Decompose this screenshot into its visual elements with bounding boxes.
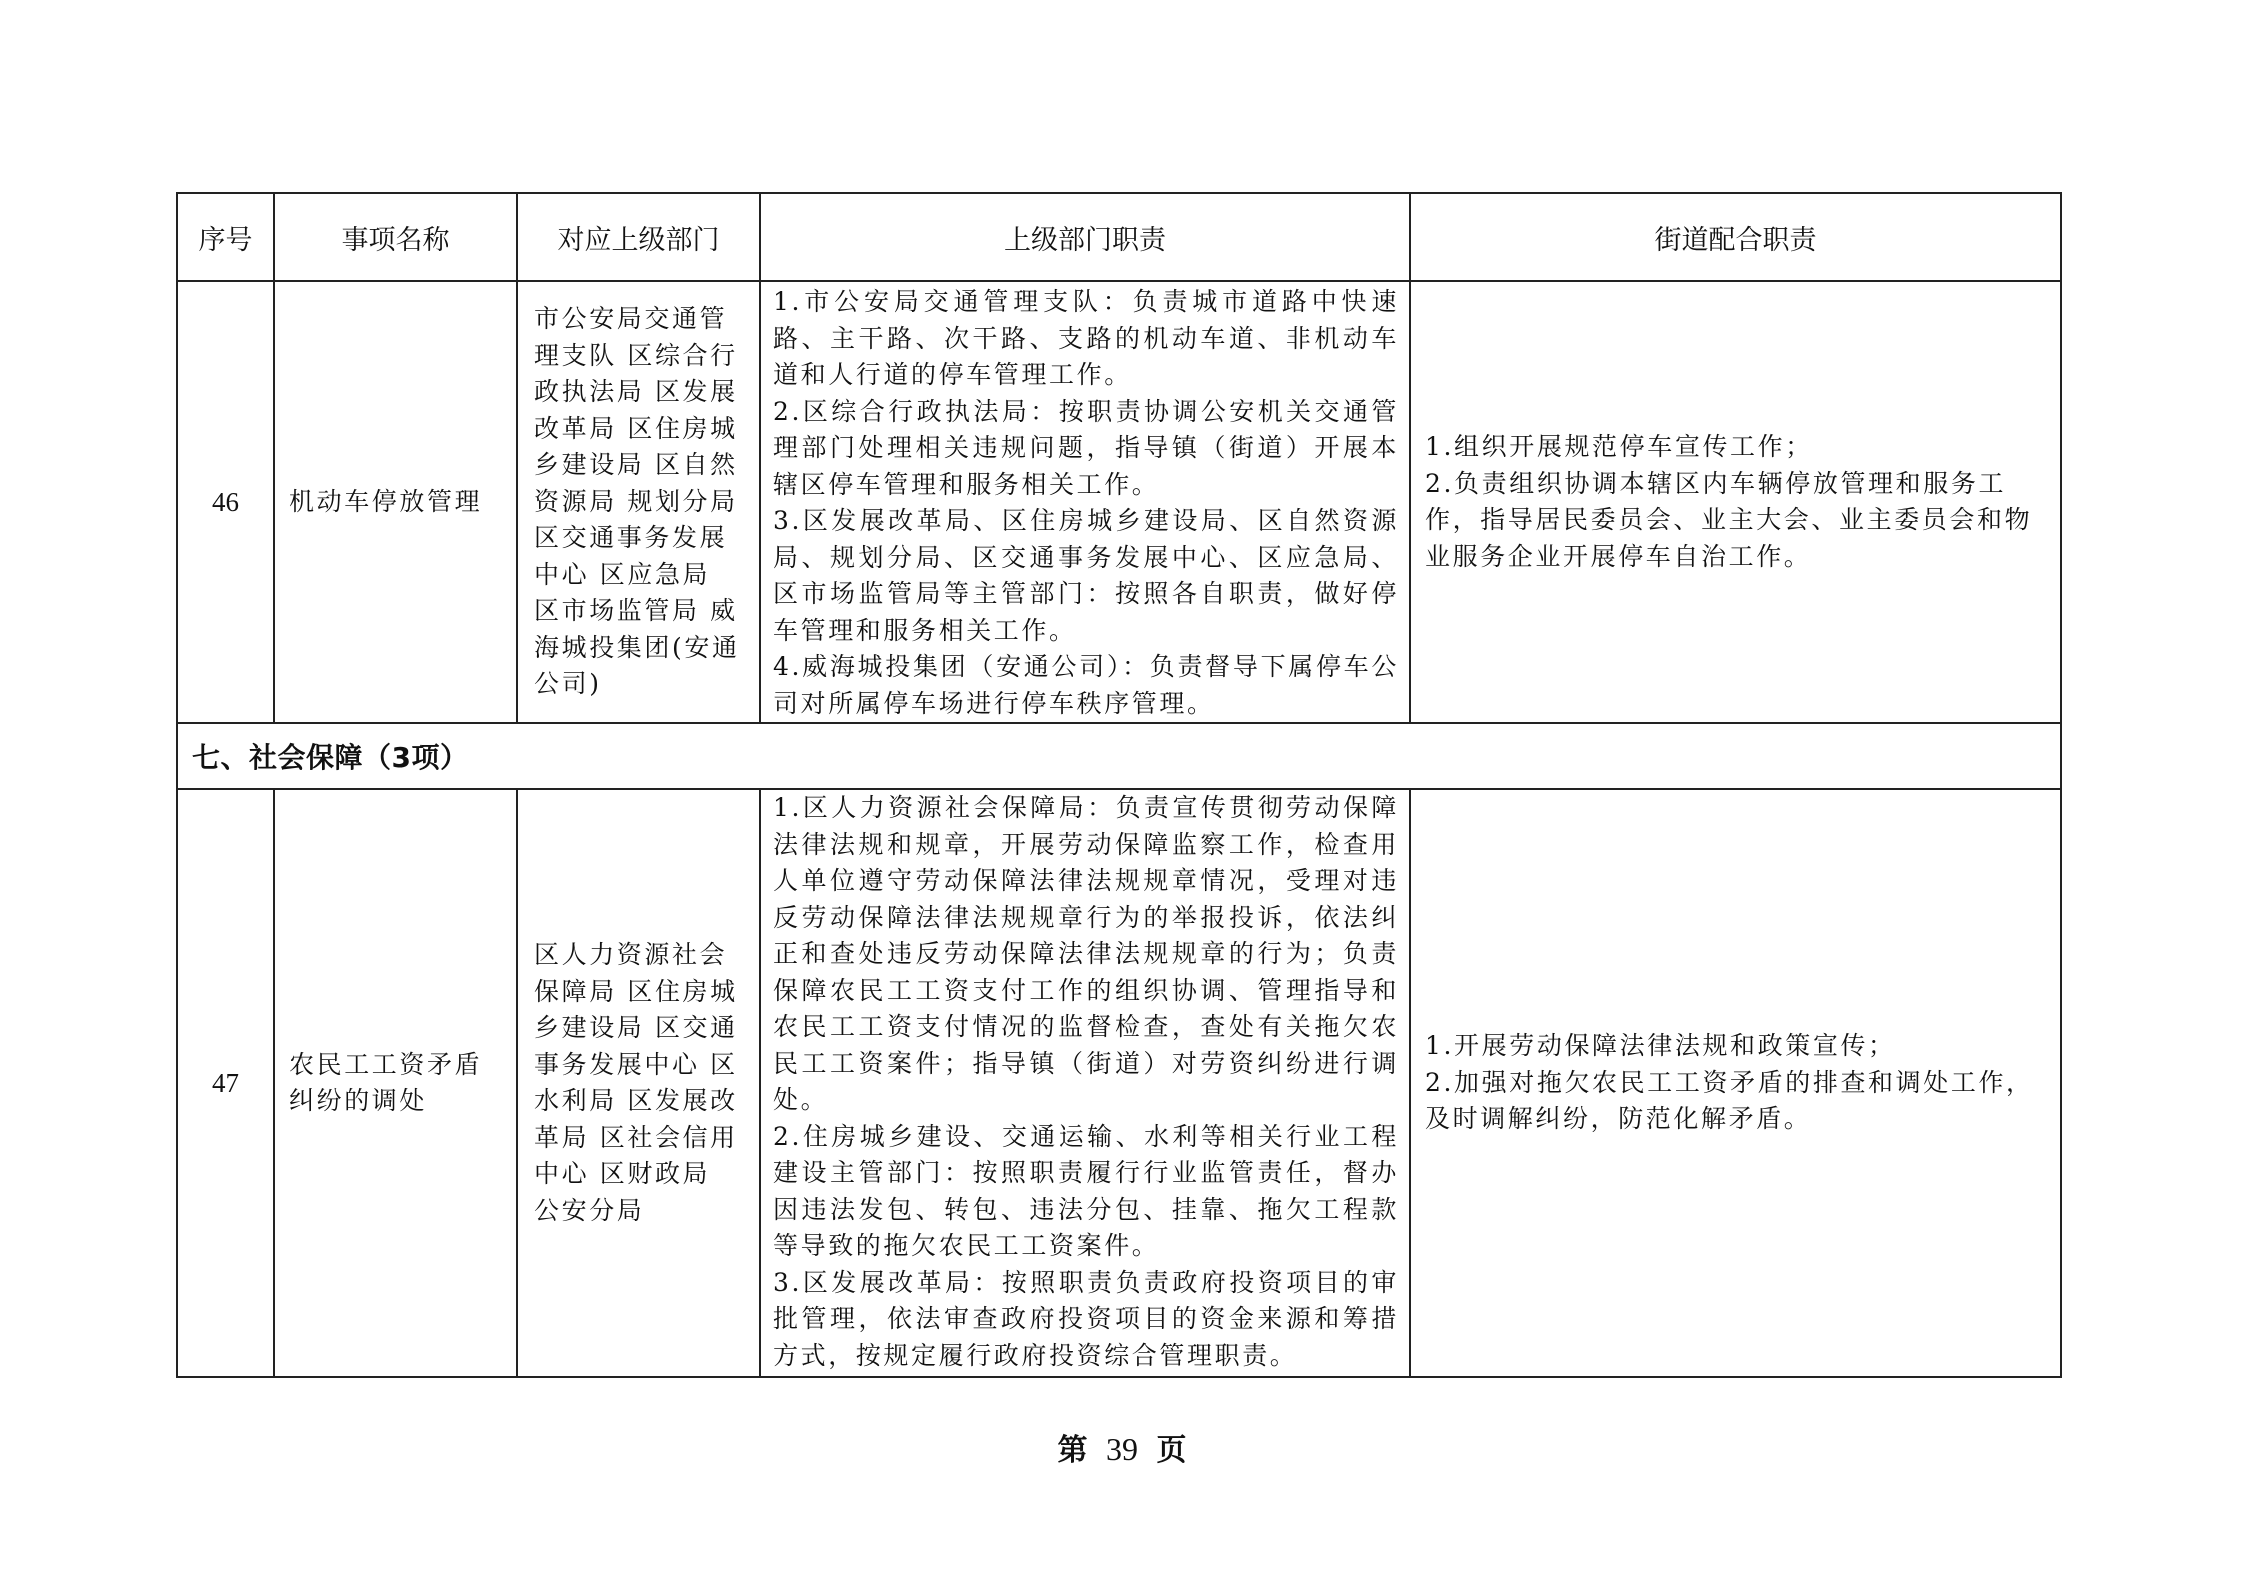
row-street-duties bbox=[1410, 281, 2061, 723]
duty-paragraph: 1.区人力资源社会保障局：负责宣传贯彻劳动保障法律法规和规章，开展劳动保障监察工作，检查用人单位遵守劳动保障法律法规规章情况，受理对违反劳动保障法律法规规章行为的举报投诉，依法纠正和查处违反劳动保障法律法规规章的行为；负责保障农民工工资支付工作的组织协调、管理指导和农民工工资支付情况的监督检查，查处有关拖欠农民工工资案件；指导镇（街道）对劳资纠纷进行调处。 bbox=[773, 793, 1399, 1114]
duty-paragraph: 4.威海城投集团（安通公司）：负责督导下属停车公司对所属停车场进行停车秩序管理。 bbox=[773, 652, 1399, 718]
table-row bbox=[177, 281, 2061, 723]
duty-paragraph: 2.区综合行政执法局：按职责协调公安机关交通管理部门处理相关违规问题，指导镇（街道）开展本辖区停车管理和服务相关工作。 bbox=[773, 396, 1399, 499]
table-header-row bbox=[177, 193, 2061, 281]
section-title: 七、社会保障（3项） bbox=[177, 723, 2061, 789]
coop-paragraph: 1.组织开展规范停车宣传工作； bbox=[1425, 432, 1813, 461]
duty-paragraph: 3.区发展改革局、区住房城乡建设局、区自然资源局、规划分局、区交通事务发展中心、区应急局、区市场监管局等主管部门：按照各自职责，做好停车管理和服务相关工作。 bbox=[773, 506, 1399, 645]
row-superior-dept: 市公安局交通管理支队 区综合行政执法局 区发展改革局 区住房城乡建设局 区自然资源局 规划分局 区交通事务发展中心 区应急局 区市场监管局 威海城投集团(安通公司) bbox=[517, 281, 760, 723]
page-number-suffix: 页 bbox=[1156, 1433, 1187, 1468]
coop-paragraph: 2.加强对拖欠农民工工资矛盾的排查和调处工作，及时调解纠纷，防范化解矛盾。 bbox=[1425, 1067, 2034, 1134]
page-number-value: 39 bbox=[1106, 1431, 1138, 1467]
coop-paragraph: 2.负责组织协调本辖区内车辆停放管理和服务工作，指导居民委员会、业主大会、业主委员会和物业服务企业开展停车自治工作。 bbox=[1425, 468, 2033, 571]
row-superior-duties bbox=[760, 281, 1410, 723]
duty-paragraph: 2.住房城乡建设、交通运输、水利等相关行业工程建设主管部门：按照职责履行行业监管责任，督办因违法发包、转包、违法分包、挂靠、拖欠工程款等导致的拖欠农民工工资案件。 bbox=[773, 1121, 1399, 1260]
row-seq: 47 bbox=[177, 789, 274, 1377]
header-superior-duties: 上级部门职责 bbox=[760, 193, 1410, 281]
responsibility-table bbox=[176, 192, 2062, 1378]
row-superior-duties bbox=[760, 789, 1410, 1377]
page-number bbox=[0, 1425, 2244, 1469]
row-item-name: 农民工工资矛盾纠纷的调处 bbox=[274, 789, 517, 1377]
header-superior-dept: 对应上级部门 bbox=[517, 193, 760, 281]
coop-paragraph: 1.开展劳动保障法律法规和政策宣传； bbox=[1425, 1031, 1896, 1061]
row-street-duties bbox=[1410, 789, 2061, 1377]
section-row bbox=[177, 723, 2061, 789]
row-item-name: 机动车停放管理 bbox=[274, 281, 517, 723]
row-seq: 46 bbox=[177, 281, 274, 723]
header-street-duties: 街道配合职责 bbox=[1410, 193, 2061, 281]
header-item-name: 事项名称 bbox=[274, 193, 517, 281]
header-seq: 序号 bbox=[177, 193, 274, 281]
table-row bbox=[177, 789, 2061, 1377]
duty-paragraph: 3.区发展改革局：按照职责负责政府投资项目的审批管理，依法审查政府投资项目的资金来源和筹措方式，按规定履行政府投资综合管理职责。 bbox=[773, 1267, 1399, 1370]
page-number-prefix: 第 bbox=[1057, 1433, 1088, 1468]
row-superior-dept: 区人力资源社会保障局 区住房城乡建设局 区交通事务发展中心 区水利局 区发展改革局 区社会信用中心 区财政局 公安分局 bbox=[517, 789, 760, 1377]
duty-paragraph: 1.市公安局交通管理支队：负责城市道路中快速路、主干路、次干路、支路的机动车道、非机动车道和人行道的停车管理工作。 bbox=[773, 287, 1399, 389]
